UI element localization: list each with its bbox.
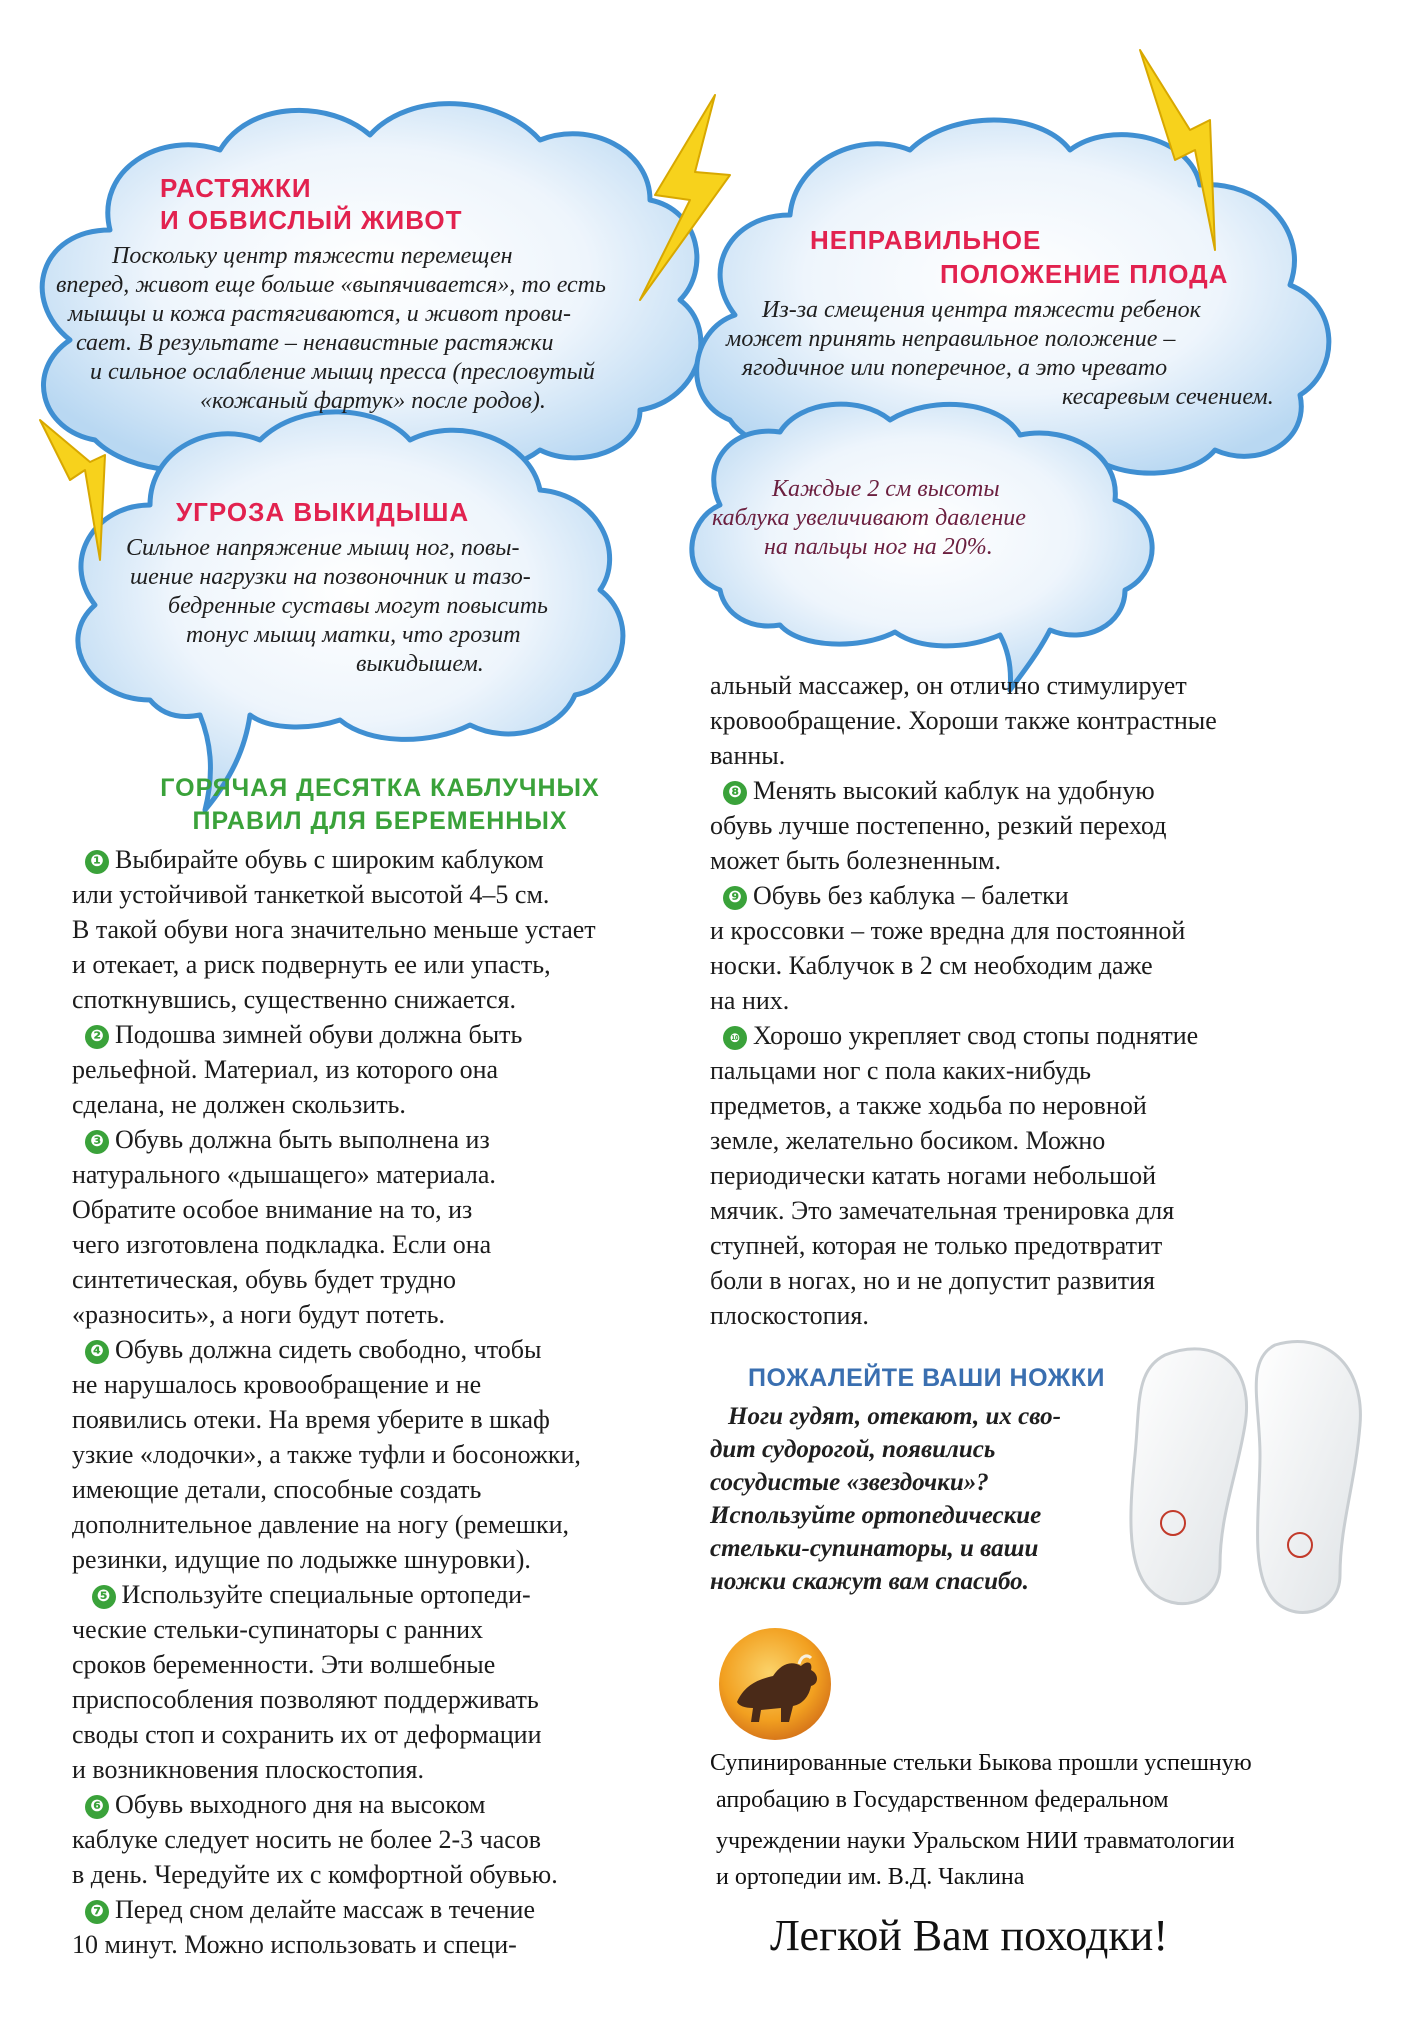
rule-line: пальцами ног с пола каких-нибудь <box>710 1056 1092 1085</box>
feet-line: стельки-супинаторы, и ваши <box>710 1535 1039 1562</box>
rule-line: ванны. <box>710 741 786 770</box>
feet-line: Ноги гудят, отекают, их сво- <box>728 1403 1061 1430</box>
rules-title-1: ГОРЯЧАЯ ДЕСЯТКА КАБЛУЧНЫХ <box>160 774 600 802</box>
rule-line: носки. Каблучок в 2 см необходим даже <box>710 951 1153 980</box>
rule-number-4: ❹ <box>85 1340 109 1364</box>
rule-line: периодически катать ногами небольшой <box>710 1161 1157 1190</box>
cloud-stretch-line: «кожаный фартук» после родов). <box>200 388 546 414</box>
rule-line: кровообращение. Хороши также контрастные <box>710 706 1217 735</box>
cloud-stretch-title-1: РАСТЯЖКИ <box>160 173 312 203</box>
feet-title: ПОЖАЛЕЙТЕ ВАШИ НОЖКИ <box>748 1364 1106 1392</box>
cloud-stretch-line: Поскольку центр тяжести перемещен <box>112 243 513 269</box>
rule-line: своды стоп и сохранить их от деформации <box>72 1720 542 1749</box>
feet-line: ножки скажут вам спасибо. <box>710 1568 1029 1595</box>
rule-line: Выбирайте обувь с широким каблуком <box>115 845 544 874</box>
rule-line: узкие «лодочки», а также туфли и босоножки, <box>72 1440 581 1469</box>
rule-line: чего изготовлена подкладка. Если она <box>72 1230 492 1259</box>
rule-line: сроков беременности. Эти волшебные <box>72 1650 496 1679</box>
rule-line: 10 минут. Можно использовать и специ- <box>72 1930 517 1959</box>
cloud-position-line: ягодичное или поперечное, а это чревато <box>742 355 1168 381</box>
rule-line: предметов, а также ходьба по неровной <box>710 1091 1147 1120</box>
rule-line: и кроссовки – тоже вредна для постоянной <box>710 916 1186 945</box>
rule-line: в день. Чередуйте их с комфортной обувью. <box>72 1860 558 1889</box>
feet-line: сосудистые «звездочки»? <box>710 1469 989 1496</box>
rule-line: Обувь выходного дня на высоком <box>115 1790 486 1819</box>
cloud-position-line: кесаревым сечением. <box>1062 384 1274 410</box>
note-line: Супинированные стельки Быкова прошли успешную <box>710 1750 1252 1776</box>
rules-title-2: ПРАВИЛ ДЛЯ БЕРЕМЕННЫХ <box>192 807 568 835</box>
cloud-stretch-line: вперед, живот еще больше «выпячивается», то есть <box>56 272 606 298</box>
cloud-heel-line: на пальцы ног на 20%. <box>764 534 993 560</box>
cloud-position-title-2: ПОЛОЖЕНИЕ ПЛОДА <box>940 259 1229 289</box>
cloud-stretch-title-2: И ОБВИСЛЫЙ ЖИВОТ <box>160 205 463 235</box>
cloud-stretch-line: сает. В результате – ненавистные растяжки <box>76 330 554 356</box>
rule-line: имеющие детали, способные создать <box>72 1475 482 1504</box>
insole-left <box>1131 1349 1247 1604</box>
bull-logo <box>715 1624 835 1744</box>
cloud-stretch-line: и сильное ослабление мышц пресса (пресловутый <box>90 359 595 385</box>
cloud-position-title-1: НЕПРАВИЛЬНОЕ <box>810 225 1042 255</box>
rule-number-7: ❼ <box>85 1900 109 1924</box>
rule-line: на них. <box>710 986 790 1015</box>
cloud-stretch-line: мышцы и кожа растягиваются, и живот прови- <box>68 301 571 327</box>
rules-right-column <box>710 668 1217 1333</box>
rule-line: резинки, идущие по лодыжке шнуровки). <box>72 1545 531 1574</box>
cloud-miscarriage-line: шение нагрузки на позвоночник и тазо- <box>130 564 531 590</box>
rule-line: ческие стельки-супинаторы с ранних <box>72 1615 483 1644</box>
rule-line: приспособления позволяют поддерживать <box>72 1685 539 1714</box>
rule-number-2: ❷ <box>85 1025 109 1049</box>
note-line: и ортопедии им. В.Д. Чаклина <box>716 1864 1025 1890</box>
rule-line: споткнувшись, существенно снижается. <box>72 985 517 1014</box>
rule-line: рельефной. Материал, из которого она <box>72 1055 499 1084</box>
rule-number-9: ❾ <box>723 886 747 910</box>
rules-left-column <box>72 842 596 1962</box>
cloud-miscarriage-title: УГРОЗА ВЫКИДЫША <box>176 497 470 527</box>
rule-line: Обувь должна быть выполнена из <box>115 1125 490 1154</box>
insoles-image <box>1125 1335 1375 1625</box>
rule-line: и отекает, а риск подвернуть ее или упасть, <box>72 950 551 979</box>
rule-number-3: ❸ <box>85 1130 109 1154</box>
rule-line: синтетическая, обувь будет трудно <box>72 1265 457 1294</box>
cloud-miscarriage-line: бедренные суставы могут повысить <box>168 593 548 619</box>
rule-line: «разносить», а ноги будут потеть. <box>72 1300 445 1329</box>
rule-line: не нарушалось кровообращение и не <box>72 1370 482 1399</box>
rule-line: В такой обуви нога значительно меньше устает <box>72 915 596 944</box>
rule-number-5: ❺ <box>92 1585 116 1609</box>
rule-number-1: ❶ <box>85 850 109 874</box>
rule-line: плоскостопия. <box>710 1301 869 1330</box>
rule-line: земле, желательно босиком. Можно <box>710 1126 1106 1155</box>
cloud-miscarriage-line: Сильное напряжение мышц ног, повы- <box>126 535 520 561</box>
rule-line: появились отеки. На время уберите в шкаф <box>72 1405 550 1434</box>
rule-line: альный массажер, он отлично стимулирует <box>710 671 1187 700</box>
rule-line: Обувь должна сидеть свободно, чтобы <box>115 1335 542 1364</box>
cloud-position-line: Из-за смещения центра тяжести ребенок <box>762 297 1201 323</box>
rule-line: дополнительное давление на ногу (ремешки, <box>72 1510 569 1539</box>
rule-line: каблуке следует носить не более 2-3 часов <box>72 1825 542 1854</box>
cloud-heel-line: Каждые 2 см высоты <box>772 476 1000 502</box>
rule-line: ступней, которая не только предотвратит <box>710 1231 1163 1260</box>
feet-line: Используйте ортопедические <box>710 1502 1042 1529</box>
insole-right <box>1256 1342 1360 1613</box>
note-line: апробацию в Государственном федеральном <box>716 1787 1169 1813</box>
rule-line: Обувь без каблука – балетки <box>753 881 1069 910</box>
rule-line: натурального «дышащего» материала. <box>72 1160 496 1189</box>
rule-line: может быть болезненным. <box>710 846 1001 875</box>
rule-line: мячик. Это замечательная тренировка для <box>710 1196 1175 1225</box>
rule-line: Менять высокий каблук на удобную <box>753 776 1155 805</box>
cloud-miscarriage-line: выкидышем. <box>356 651 484 677</box>
rule-line: Используйте специальные ортопеди- <box>121 1580 531 1609</box>
farewell-text: Легкой Вам походки! <box>770 1911 1168 1960</box>
rule-line: Подошва зимней обуви должна быть <box>115 1020 523 1049</box>
rule-line: обувь лучше постепенно, резкий переход <box>710 811 1167 840</box>
rule-line: или устойчивой танкеткой высотой 4–5 см. <box>72 880 550 909</box>
rule-line: и возникновения плоскостопия. <box>72 1755 424 1784</box>
rule-number-8: ❽ <box>723 781 747 805</box>
cloud-miscarriage-line: тонус мышц матки, что грозит <box>186 622 521 648</box>
rule-line: Обратите особое внимание на то, из <box>72 1195 473 1224</box>
rule-number-10: ❿ <box>723 1026 747 1050</box>
feet-line: дит судорогой, появились <box>710 1436 996 1463</box>
rule-line: Хорошо укрепляет свод стопы поднятие <box>753 1021 1199 1050</box>
rule-line: боли в ногах, но и не допустит развития <box>710 1266 1156 1295</box>
cloud-heel-line: каблука увеличивают давление <box>712 505 1026 531</box>
rule-number-6: ❻ <box>85 1795 109 1819</box>
rule-line: Перед сном делайте массаж в течение <box>115 1895 535 1924</box>
cloud-position-line: может принять неправильное положение – <box>726 326 1176 352</box>
rule-line: сделана, не должен скользить. <box>72 1090 406 1119</box>
note-line: учреждении науки Уральском НИИ травматологии <box>716 1828 1235 1854</box>
